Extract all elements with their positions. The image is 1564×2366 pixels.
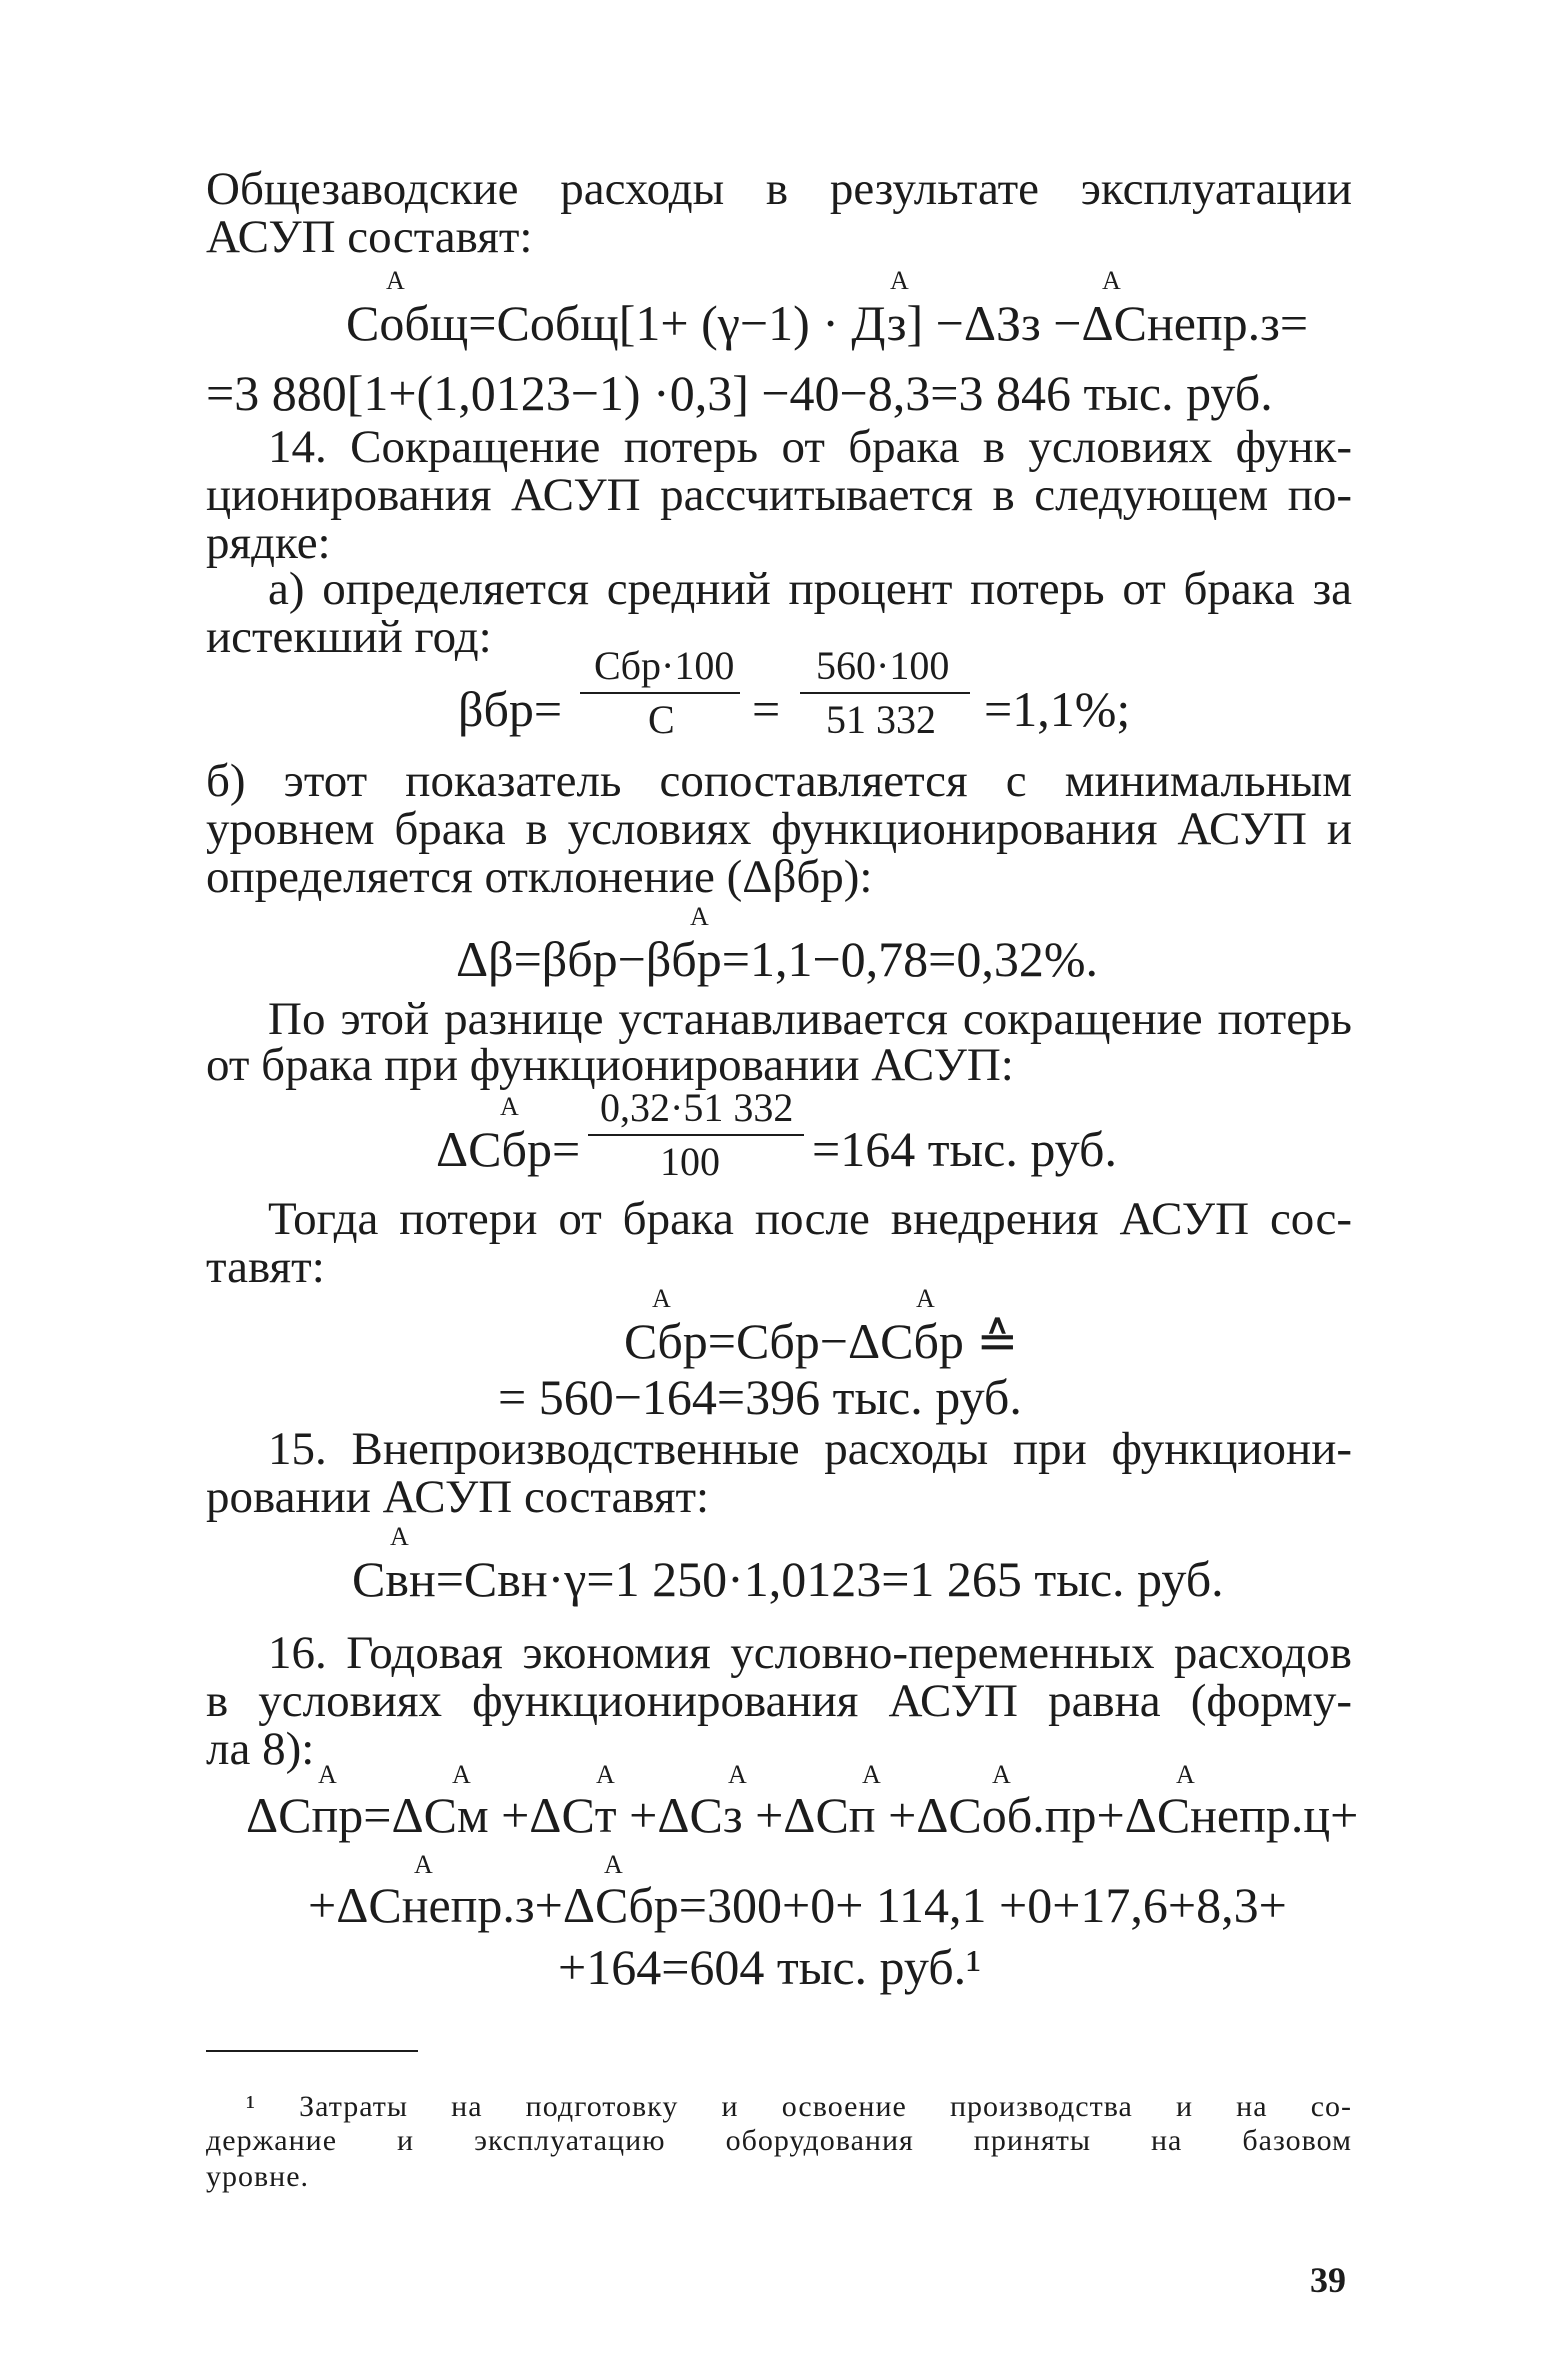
- text-line: ровании АСУП составят:: [206, 1471, 710, 1523]
- fraction-denominator: C: [648, 697, 675, 742]
- hat-mark: A: [728, 1760, 747, 1789]
- text-line: АСУП составят:: [206, 211, 533, 263]
- fraction-denominator: 100: [660, 1139, 720, 1184]
- hat-mark: A: [318, 1760, 337, 1789]
- formula-non-production: Cвн=Cвн·γ=1 250·1,0123=1 265 тыс. руб.: [352, 1551, 1224, 1607]
- hat-mark: A: [652, 1284, 671, 1313]
- footnote-line: держание и эксплуатацию оборудования приняты на базовом: [206, 2124, 1352, 2157]
- text-line: 14. Сокращение потерь от брака в условиях функ-: [268, 421, 1352, 473]
- text-line: Тогда потери от брака после внедрения АСУП сос-: [268, 1193, 1352, 1245]
- formula-delta-c-result: =164 тыс. руб.: [812, 1121, 1117, 1177]
- text-line: Общезаводские расходы в результате эксплуатации: [206, 163, 1352, 215]
- hat-mark: A: [890, 266, 909, 295]
- text-line: ционирования АСУП рассчитывается в следующем по-: [206, 469, 1352, 521]
- hat-mark: A: [386, 266, 405, 295]
- formula-general-costs-value: =3 880[1+(1,0123−1) ·0,3] −40−8,3=3 846 тыс. руб.: [206, 365, 1273, 421]
- footnote-line: уровне.: [206, 2160, 310, 2193]
- fraction-numerator: 560·100: [816, 643, 950, 688]
- text-line: б) этот показатель сопоставляется с минимальным: [206, 755, 1352, 807]
- fraction-bar: [580, 692, 740, 694]
- formula-savings-line1: ΔCпр=ΔCм +ΔCт +ΔCз +ΔCп +ΔCоб.пр+ΔCнепр.ц+: [246, 1787, 1359, 1843]
- formula-beta-lhs: βбр=: [458, 681, 563, 737]
- text-line: истекший год:: [206, 611, 492, 663]
- text-line: определяется отклонение (Δβбр):: [206, 851, 873, 903]
- text-line: в условиях функционирования АСУП равна (форму-: [206, 1675, 1352, 1727]
- fraction-bar: [588, 1134, 804, 1136]
- footnote-line: ¹ Затраты на подготовку и освоение производства и на со-: [246, 2090, 1352, 2123]
- equals-sign: =: [752, 681, 781, 737]
- formula-general-costs: Cобщ=Cобщ[1+ (γ−1) · Дз] −ΔЗз −ΔCнепр.з=: [346, 295, 1309, 351]
- text-line: уровнем брака в условиях функционирования АСУП и: [206, 803, 1352, 855]
- formula-savings-line2: +ΔCнепр.з+ΔCбр=300+0+ 114,1 +0+17,6+8,3+: [308, 1877, 1287, 1933]
- hat-mark: A: [596, 1760, 615, 1789]
- formula-delta-beta: Δβ=βбр−βбр=1,1−0,78=0,32%.: [456, 931, 1098, 987]
- hat-mark: A: [604, 1850, 623, 1879]
- formula-savings-line3: +164=604 тыс. руб.¹: [558, 1939, 982, 1995]
- formula-loss-after-value: = 560−164=396 тыс. руб.: [498, 1369, 1022, 1425]
- text-line: а) определяется средний процент потерь от брака за: [268, 563, 1352, 615]
- formula-loss-after: Cбр=Cбр−ΔCбр ≙: [624, 1313, 1019, 1369]
- hat-mark: A: [452, 1760, 471, 1789]
- text-line: 15. Внепроизводственные расходы при функциони-: [268, 1423, 1352, 1475]
- fraction-bar: [800, 692, 970, 694]
- fraction-denominator: 51 332: [826, 697, 936, 742]
- hat-mark: A: [1102, 266, 1121, 295]
- text-line: ла 8):: [206, 1723, 315, 1775]
- fraction-numerator: 0,32·51 332: [600, 1085, 794, 1130]
- text-line: По этой разнице устанавливается сокращение потерь: [268, 993, 1352, 1045]
- formula-beta-result: =1,1%;: [984, 681, 1131, 737]
- footnote-separator: [206, 2050, 418, 2052]
- page-number: 39: [1310, 2260, 1346, 2300]
- hat-mark: A: [862, 1760, 881, 1789]
- text-line: от брака при функционировании АСУП:: [206, 1039, 1014, 1091]
- text-line: 16. Годовая экономия условно-переменных расходов: [268, 1627, 1352, 1679]
- hat-mark: A: [690, 902, 709, 931]
- hat-mark: A: [1176, 1760, 1195, 1789]
- text-line: рядке:: [206, 517, 331, 569]
- hat-mark: A: [992, 1760, 1011, 1789]
- hat-mark: A: [916, 1284, 935, 1313]
- text-line: тавят:: [206, 1241, 325, 1293]
- hat-mark: A: [390, 1522, 409, 1551]
- hat-mark: A: [500, 1092, 519, 1121]
- fraction-numerator: Cбр·100: [594, 643, 735, 688]
- hat-mark: A: [414, 1850, 433, 1879]
- formula-delta-c-lhs: ΔCбр=: [436, 1121, 581, 1177]
